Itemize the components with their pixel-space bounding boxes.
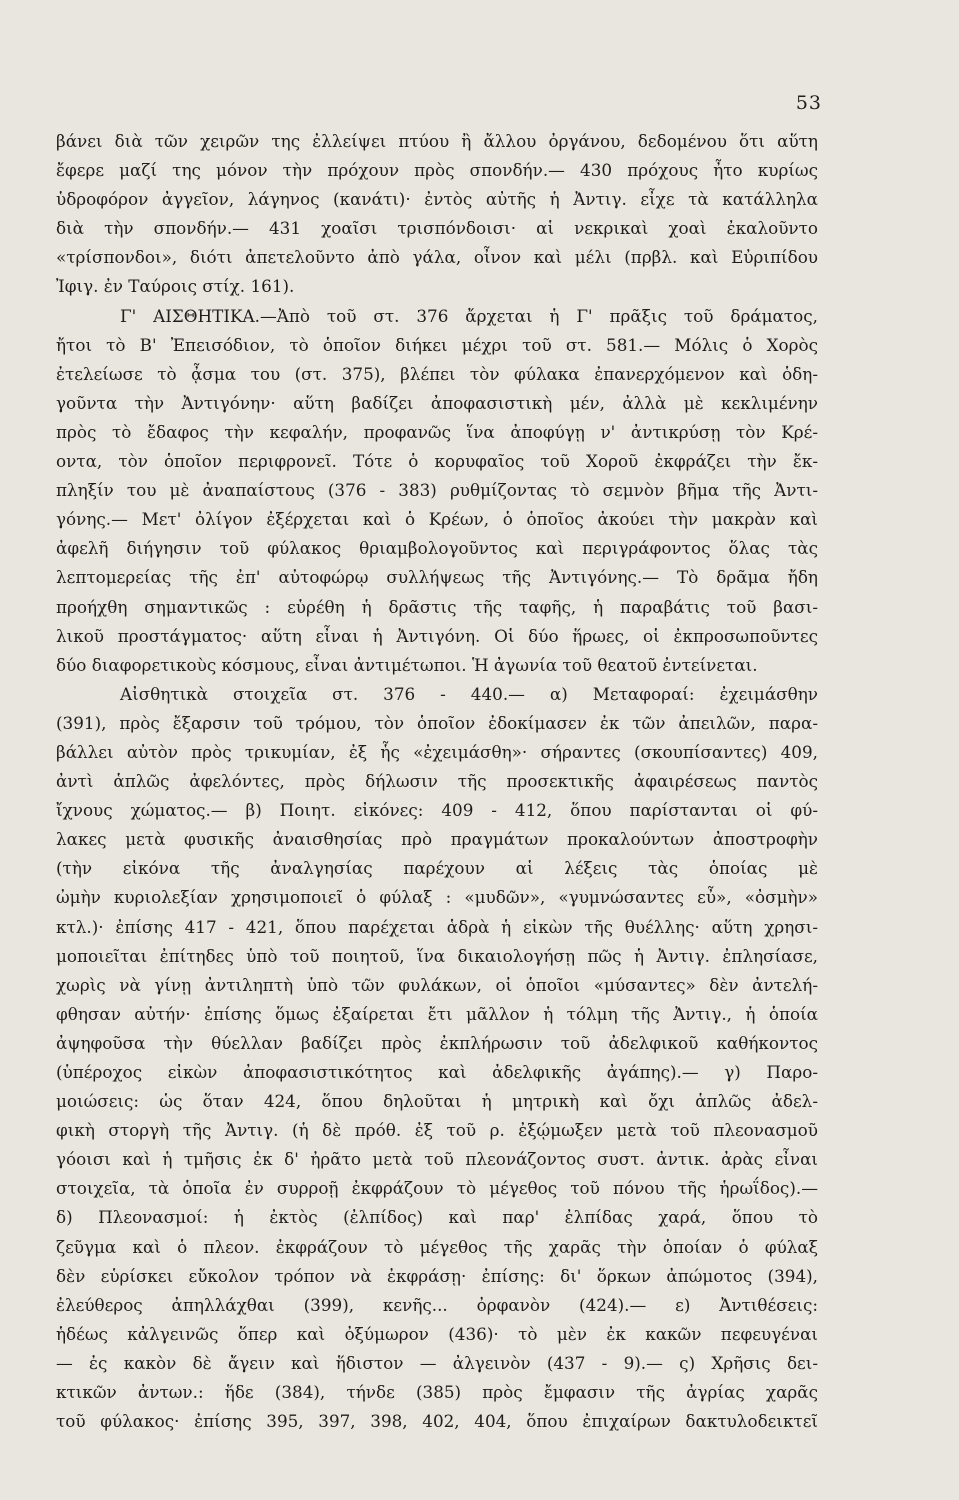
text-line: — ἐς κακὸν δὲ ἄγειν καὶ ἥδιστον — ἀλγεινὸν (437 - 9).— ς) Χρῆσις δει- — [56, 1352, 818, 1373]
text-line: ἐτελείωσε τὸ ᾆσμα του (στ. 375), βλέπει τὸν φύλακα ἐπανερχόμενον καὶ ὁδη- — [56, 363, 818, 384]
text-line: λεπτομερείας τῆς ἐπ' αὐτοφώρῳ συλλήψεως τῆς Ἀντιγόνης.— Τὸ δρᾶμα ἤδη — [56, 567, 818, 588]
text-line: ἴχνους χώματος.— β) Ποιητ. εἰκόνες: 409 - 412, ὅπου παρίστανται οἱ φύ- — [56, 800, 818, 821]
text-line: στοιχεῖα, τὰ ὁποῖα ἐν συρροῇ ἐκφράζουν τὸ μέγεθος τοῦ πόνου τῆς ἡρωΐδος).— — [56, 1178, 818, 1199]
text-line: χωρὶς νὰ γίνῃ ἀντιληπτὴ ὑπὸ τῶν φυλάκων, οἱ ὁποῖοι «μύσαντες» δὲν ἀντελή- — [56, 974, 818, 995]
text-line: ἡδέως κἀλγεινῶς ὅπερ καὶ ὀξύμωρον (436)· τὸ μὲν ἐκ κακῶν πεφευγέναι — [56, 1323, 818, 1344]
text-line: ἤτοι τὸ Β' Ἐπεισόδιον, τὸ ὁποῖον διήκει μέχρι τοῦ στ. 581.— Μόλις ὁ Χορὸς — [56, 334, 818, 355]
text-line: Ἰφιγ. ἐν Ταύροις στίχ. 161). — [56, 276, 295, 297]
page-number: 53 — [795, 92, 822, 114]
text-line: ἐλεύθερος ἀπηλλάχθαι (399), κενῆς... ὀρφανὸν (424).— ε) Ἀντιθέσεις: — [56, 1294, 818, 1315]
text-line: ἔφερε μαζί της μόνον τὴν πρόχουν πρὸς σπονδήν.— 430 πρόχους ἦτο κυρίως — [56, 160, 818, 181]
text-line: προήχθη σημαντικῶς : εὑρέθη ἡ δρᾶστις τῆς ταφῆς, ἡ παραβάτις τοῦ βασι- — [56, 596, 818, 617]
text-line: φθησαν αὐτήν· ἐπίσης ὅμως ἐξαίρεται ἔτι μᾶλλον ἡ τόλμη τῆς Ἀντιγ., ἡ ὁποία — [56, 1003, 818, 1024]
text-line: δύο διαφορετικοὺς κόσμους, εἶναι ἀντιμέτωποι. Ἡ ἀγωνία τοῦ θεατοῦ ἐντείνεται. — [56, 654, 758, 675]
text-line: λικοῦ προστάγματος· αὕτη εἶναι ἡ Ἀντιγόνη. Οἱ δύο ἥρωες, οἱ ἐκπροσωποῦντες — [56, 625, 818, 646]
section-heading-line: Γ' ΑΙΣΘΗΤΙΚΑ.—Ἀπὸ τοῦ στ. 376 ἄρχεται ἡ Γ' πρᾶξις τοῦ δράματος, — [120, 305, 818, 326]
text-line: (τὴν εἰκόνα τῆς ἀναλγησίας παρέχουν αἱ λέξεις τὰς ὁποίας μὲ — [56, 858, 818, 879]
text-line: ἀφελῆ διήγησιν τοῦ φύλακος θριαμβολογοῦντος καὶ περιγράφοντος ὅλας τὰς — [56, 538, 818, 559]
body-text — [56, 127, 818, 1436]
text-line: γοῦντα τὴν Ἀντιγόνην· αὕτη βαδίζει ἀποφασιστικὴ μέν, ἀλλὰ μὲ κεκλιμένην — [56, 392, 818, 413]
text-line: πρὸς τὸ ἔδαφος τὴν κεφαλήν, προφανῶς ἵνα ἀποφύγῃ ν' ἀντικρύσῃ τὸν Κρέ- — [56, 421, 818, 442]
text-line: βάνει διὰ τῶν χειρῶν της ἐλλείψει πτύου ἢ ἄλλου ὀργάνου, δεδομένου ὅτι αὕτη — [56, 131, 818, 151]
text-line: οντα, τὸν ὁποῖον περιφρονεῖ. Τότε ὁ κορυφαῖος τοῦ Χοροῦ ἐκφράζει τὴν ἔκ- — [56, 451, 818, 472]
text-line: τοῦ φύλακος· ἐπίσης 395, 397, 398, 402, 404, ὅπου ἐπιχαίρων δακτυλοδεικτεῖ — [56, 1411, 818, 1432]
text-line: βάλλει αὐτὸν πρὸς τρικυμίαν, ἐξ ἧς «ἐχειμάσθη»· σήραντες (σκουπίσαντες) 409, — [56, 741, 818, 762]
text-line: δὲν εὑρίσκει εὔκολον τρόπον νὰ ἐκφράσῃ· ἐπίσης: δι' ὅρκων ἀπώμοτος (394), — [56, 1265, 818, 1286]
text-line: κτικῶν ἀντων.: ἥδε (384), τήνδε (385) πρὸς ἔμφασιν τῆς ἀγρίας χαρᾶς — [56, 1382, 818, 1403]
text-line: γόνης.— Μετ' ὀλίγον ἐξέρχεται καὶ ὁ Κρέων, ὁ ὁποῖος ἀκούει τὴν μακρὰν καὶ — [56, 509, 818, 530]
text-line: διὰ τὴν σπονδήν.— 431 χοαῖσι τρισπόνδοισι· αἱ νεκρικαὶ χοαὶ ἐκαλοῦντο — [56, 218, 818, 239]
text-line: γόοισι καὶ ἡ τμῆσις ἐκ δ' ἠρᾶτο μετὰ τοῦ πλεονάζοντος συστ. ἀντικ. ἀρὰς εἶναι — [56, 1149, 818, 1170]
text-line: φικὴ στοργὴ τῆς Ἀντιγ. (ἡ δὲ πρόθ. ἐξ τοῦ ρ. ἐξῴμωξεν μετὰ τοῦ πλεονασμοῦ — [56, 1120, 818, 1141]
text-line: (ὑπέροχος εἰκὼν ἀποφασιστικότητος καὶ ἀδελφικῆς ἀγάπης).— γ) Παρο- — [56, 1062, 818, 1082]
text-line: μοιώσεις: ὡς ὅταν 424, ὅπου δηλοῦται ἡ μητρικὴ καὶ ὄχι ἁπλῶς ἀδελ- — [56, 1091, 818, 1112]
text-line: δ) Πλεονασμοί: ἡ ἐκτὸς (ἐλπίδος) καὶ παρ' ἐλπίδας χαρά, ὅπου τὸ — [56, 1207, 818, 1228]
text-line: «τρίσπονδοι», διότι ἀπετελοῦντο ἀπὸ γάλα, οἶνον καὶ μέλι (πρβλ. καὶ Εὐριπίδου — [56, 247, 818, 268]
text-line: πληξίν του μὲ ἀναπαίστους (376 - 383) ρυθμίζοντας τὸ σεμνὸν βῆμα τῆς Ἀντι- — [56, 480, 818, 501]
text-line: ζεῦγμα καὶ ὁ πλεον. ἐκφράζουν τὸ μέγεθος τῆς χαρᾶς τὴν ὁποίαν ὁ φύλαξ — [56, 1236, 818, 1257]
subsection-heading-line: Αἰσθητικὰ στοιχεῖα στ. 376 - 440.— α) Μεταφοραί: ἐχειμάσθην — [120, 683, 818, 704]
text-line: μοποιεῖται ἐπίτηδες ὑπὸ τοῦ ποιητοῦ, ἵνα δικαιολογήσῃ πῶς ἡ Ἀντιγ. ἐπλησίασε, — [56, 945, 818, 966]
text-line: (391), πρὸς ἔξαρσιν τοῦ τρόμου, τὸν ὁποῖον ἐδοκίμασεν ἐκ τῶν ἀπειλῶν, παρα- — [56, 712, 818, 733]
text-line: ἀψηφοῦσα τὴν θύελλαν βαδίζει πρὸς ἐκπλήρωσιν τοῦ ἀδελφικοῦ καθήκοντος — [56, 1032, 818, 1053]
text-line: ὠμὴν κυριολεξίαν χρησιμοποιεῖ ὁ φύλαξ : «μυδῶν», «γυμνώσαντες εὖ», «ὀσμὴν» — [56, 887, 818, 908]
text-line: ὑδροφόρον ἀγγεῖον, λάγηνος (κανάτι)· ἐντὸς αὐτῆς ἡ Ἀντιγ. εἶχε τὰ κατάλληλα — [56, 189, 818, 210]
text-line: ἀντὶ ἁπλῶς ἀφελόντες, πρὸς δήλωσιν τῆς προσεκτικῆς ἀφαιρέσεως παντὸς — [56, 771, 818, 792]
text-line: κτλ.)· ἐπίσης 417 - 421, ὅπου παρέχεται ἁδρὰ ἡ εἰκὼν τῆς θυέλλης· αὕτη χρησι- — [56, 916, 818, 937]
text-line: λακες μετὰ φυσικῆς ἀναισθησίας πρὸ πραγμάτων προκαλούντων ἀποστροφὴν — [56, 829, 818, 850]
